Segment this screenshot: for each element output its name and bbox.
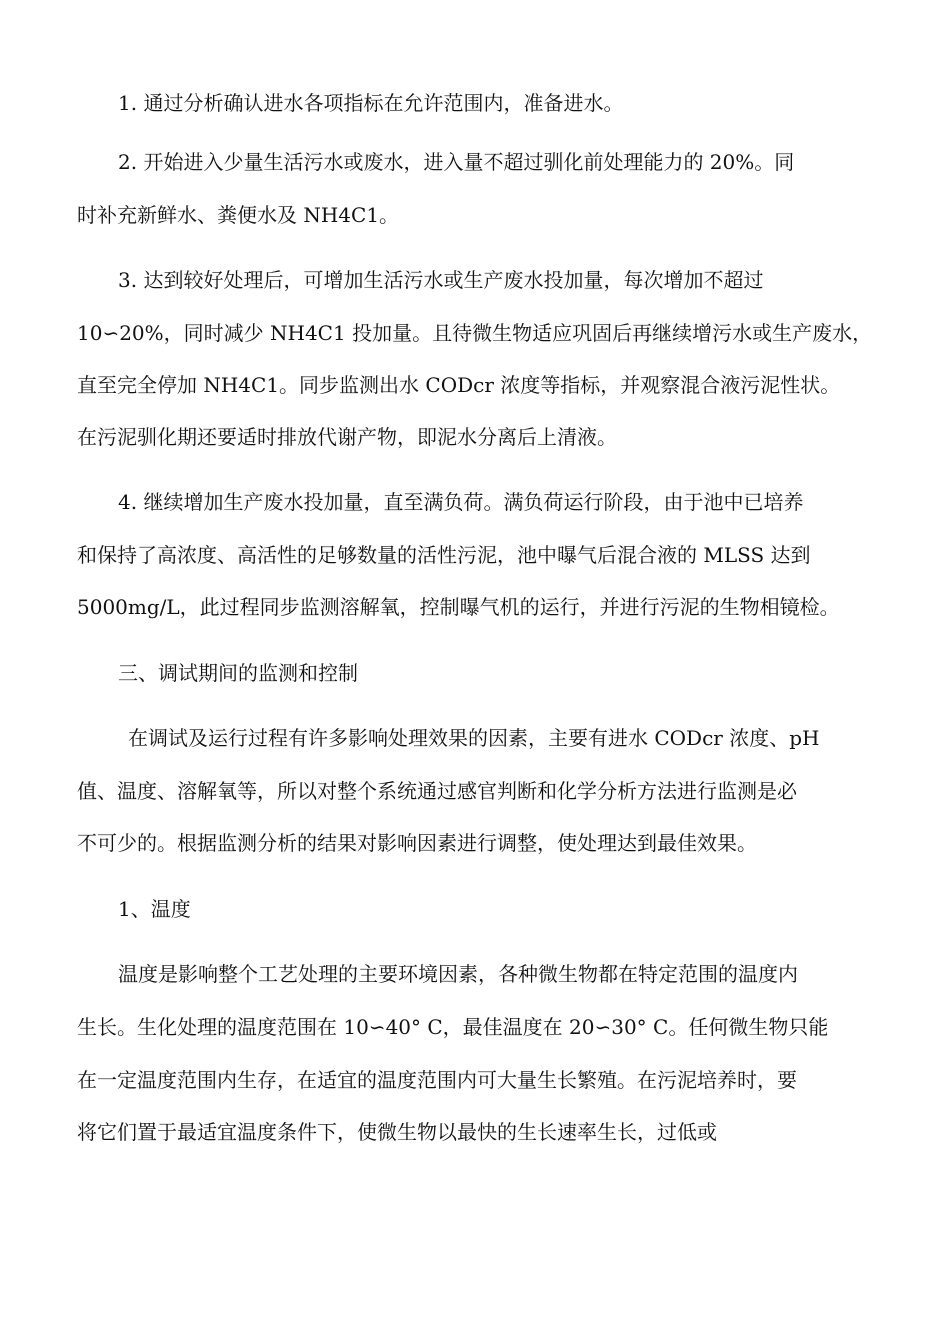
step-3-line-1: 3. 达到较好处理后，可增加生活污水或生产废水投加量，每次增加不超过 bbox=[118, 268, 764, 292]
temperature-text-line-1: 温度是影响整个工艺处理的主要环境因素，各种微生物都在特定范围的温度内 bbox=[118, 962, 798, 986]
step-3-line-3: 直至完全停加 NH4C1。同步监测出水 CODcr 浓度等指标，并观察混合液污泥性状。 bbox=[77, 373, 841, 397]
step-4-line-3: 5000mg/L，此过程同步监测溶解氧，控制曝气机的运行，并进行污泥的生物相镜检。 bbox=[77, 595, 840, 619]
step-1-line-1: 1. 通过分析确认进水各项指标在允许范围内，准备进水。 bbox=[118, 91, 624, 115]
step-2-line-1: 2. 开始进入少量生活污水或废水，进入量不超过驯化前处理能力的 20%。同 bbox=[118, 150, 795, 174]
section-3-intro-line-3: 不可少的。根据监测分析的结果对影响因素进行调整，使处理达到最佳效果。 bbox=[77, 831, 757, 855]
temperature-text-line-3: 在一定温度范围内生存，在适宜的温度范围内可大量生长繁殖。在污泥培养时，要 bbox=[77, 1068, 797, 1092]
step-2-line-2: 时补充新鲜水、粪便水及 NH4C1。 bbox=[77, 203, 400, 227]
step-3-line-2: 10∽20%，同时减少 NH4C1 投加量。且待微生物适应巩固后再继续增污水或生产废水， bbox=[77, 321, 873, 345]
section-3-heading: 三、调试期间的监测和控制 bbox=[118, 661, 358, 685]
temperature-text-line-4: 将它们置于最适宜温度条件下，使微生物以最快的生长速率生长，过低或 bbox=[77, 1120, 717, 1144]
section-3-intro-line-1: 在调试及运行过程有许多影响处理效果的因素，主要有进水 CODcr 浓度、pH bbox=[128, 726, 820, 750]
step-4-line-2: 和保持了高浓度、高活性的足够数量的活性污泥，池中曝气后混合液的 MLSS 达到 bbox=[77, 543, 811, 567]
subsection-1-heading: 1、温度 bbox=[118, 897, 191, 921]
temperature-text-line-2: 生长。生化处理的温度范围在 10∽40° C，最佳温度在 20∽30° C。任何微生物只能 bbox=[77, 1015, 829, 1039]
step-3-line-4: 在污泥驯化期还要适时排放代谢产物，即泥水分离后上清液。 bbox=[77, 425, 617, 449]
section-3-intro-line-2: 值、温度、溶解氧等，所以对整个系统通过感官判断和化学分析方法进行监测是必 bbox=[77, 779, 797, 803]
step-4-line-1: 4. 继续增加生产废水投加量，直至满负荷。满负荷运行阶段，由于池中已培养 bbox=[118, 490, 804, 514]
